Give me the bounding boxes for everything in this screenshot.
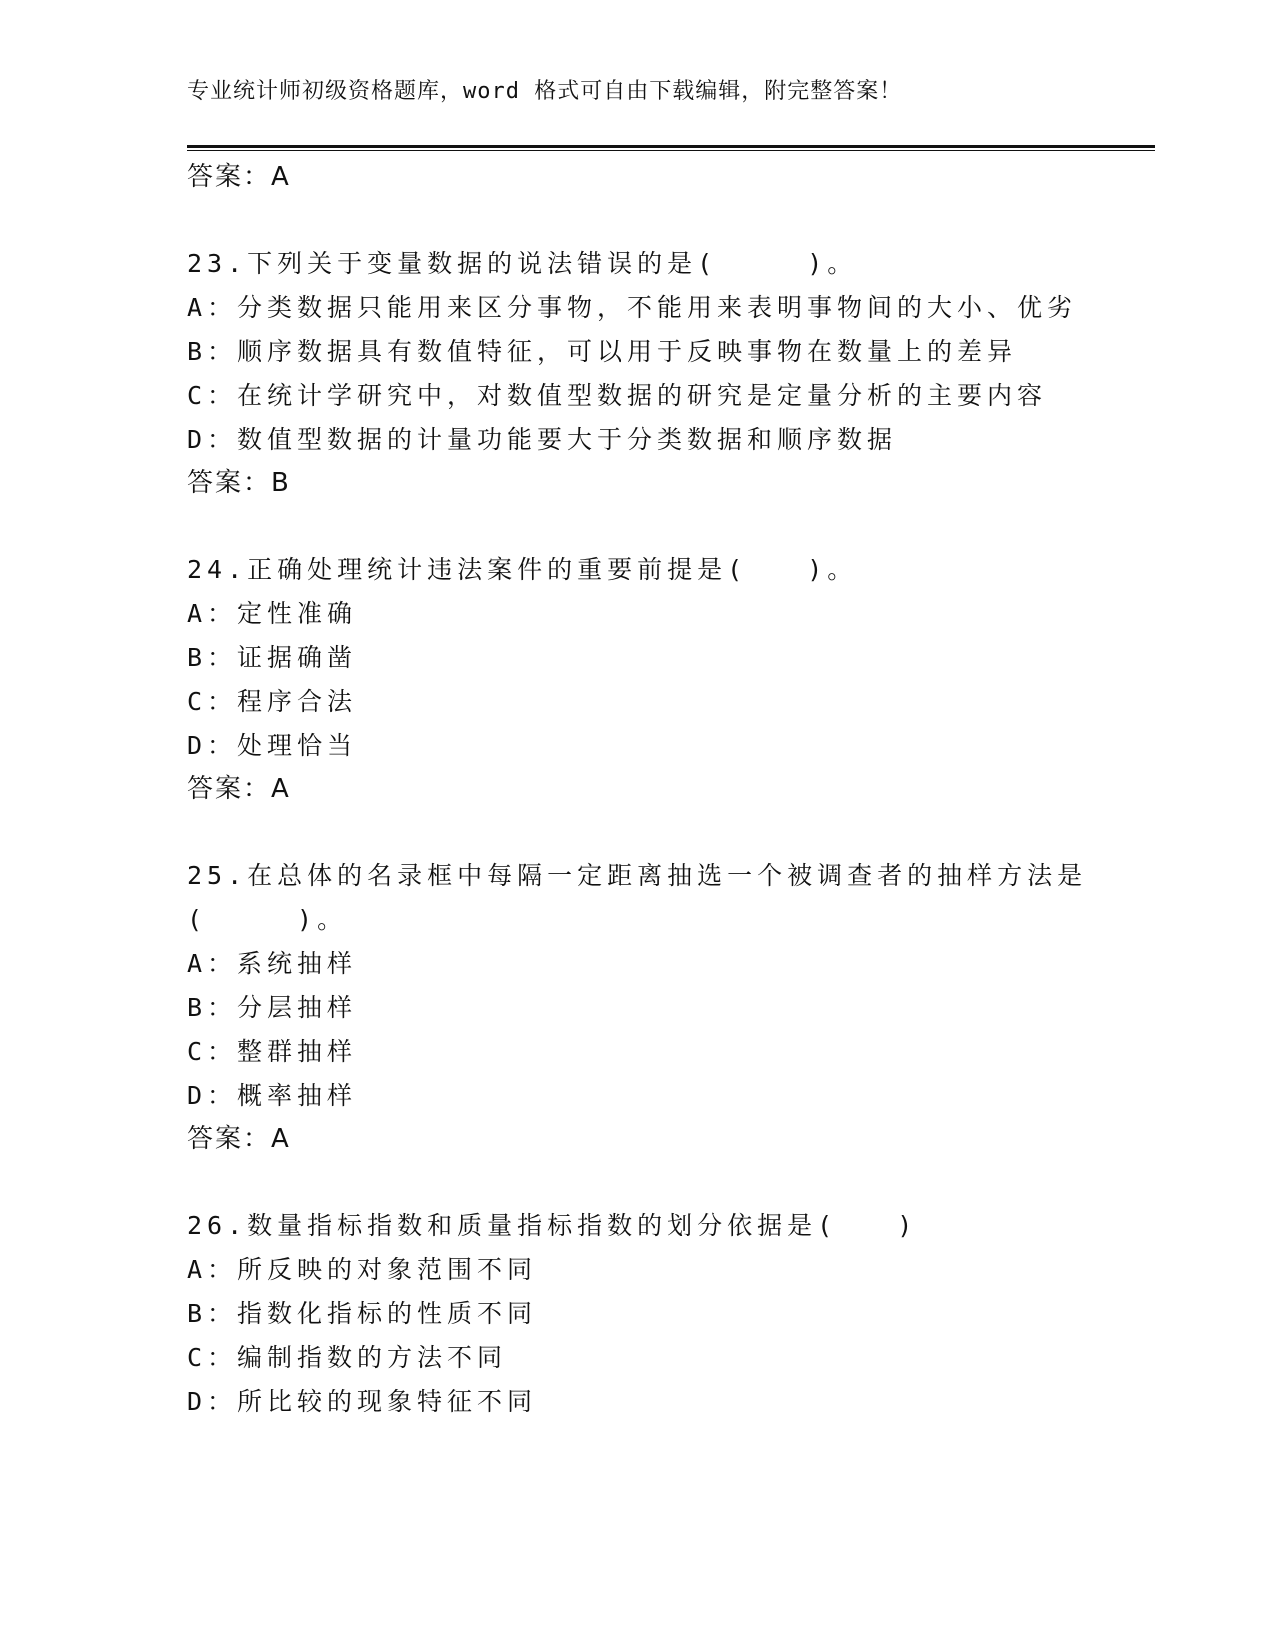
question-23-option-c: C：在统计学研究中，对数值型数据的研究是定量分析的主要内容 bbox=[187, 381, 1048, 410]
question-23-stem: 23.下列关于变量数据的说法错误的是( )。 bbox=[187, 249, 858, 278]
question-26-option-d: D：所比较的现象特征不同 bbox=[187, 1387, 538, 1416]
question-23-option-a: A：分类数据只能用来区分事物，不能用来表明事物间的大小、优劣 bbox=[187, 293, 1078, 322]
question-25-option-b: B：分层抽样 bbox=[187, 993, 358, 1022]
answer-24: 答案：A bbox=[187, 774, 291, 804]
question-26-option-c: C：编制指数的方法不同 bbox=[187, 1343, 508, 1372]
question-24-stem: 24.正确处理统计违法案件的重要前提是( )。 bbox=[187, 555, 858, 584]
question-24-option-a: A：定性准确 bbox=[187, 599, 358, 628]
question-26-stem: 26.数量指标指数和质量指标指数的划分依据是( ) bbox=[187, 1211, 918, 1240]
question-23-option-b: B：顺序数据具有数值特征，可以用于反映事物在数量上的差异 bbox=[187, 337, 1018, 366]
question-25-stem: 25.在总体的名录框中每隔一定距离抽选一个被调查者的抽样方法是 bbox=[187, 861, 1088, 890]
header-divider-thick bbox=[187, 145, 1155, 148]
question-24-option-b: B：证据确凿 bbox=[187, 643, 358, 672]
question-23-option-d: D：数值型数据的计量功能要大于分类数据和顺序数据 bbox=[187, 425, 898, 454]
question-25-option-a: A：系统抽样 bbox=[187, 949, 358, 978]
answer-22: 答案：A bbox=[187, 162, 291, 192]
question-25-stem-continued: ( )。 bbox=[187, 905, 348, 934]
question-24-option-c: C：程序合法 bbox=[187, 687, 358, 716]
answer-25: 答案：A bbox=[187, 1124, 291, 1154]
answer-23: 答案：B bbox=[187, 468, 291, 498]
question-25-option-c: C：整群抽样 bbox=[187, 1037, 358, 1066]
question-24-option-d: D：处理恰当 bbox=[187, 731, 358, 760]
page-header: 专业统计师初级资格题库，word 格式可自由下载编辑，附完整答案！ bbox=[187, 79, 903, 104]
question-25-option-d: D：概率抽样 bbox=[187, 1081, 358, 1110]
question-26-option-b: B：指数化指标的性质不同 bbox=[187, 1299, 538, 1328]
header-divider-thin bbox=[187, 150, 1155, 151]
question-26-option-a: A：所反映的对象范围不同 bbox=[187, 1255, 538, 1284]
